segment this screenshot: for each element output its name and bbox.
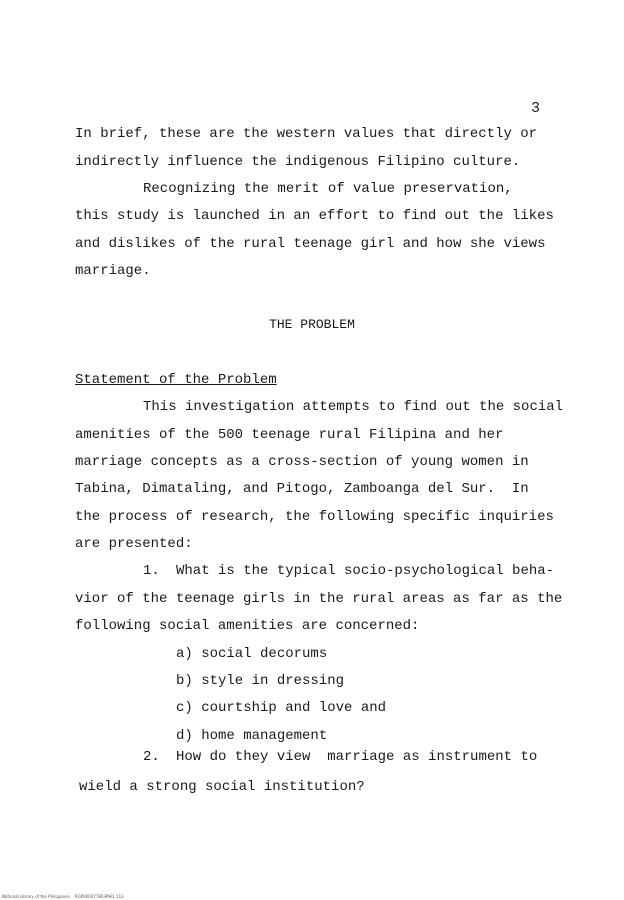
text-line: and dislikes of the rural teenage girl and how she views [75,236,546,252]
list-item: d) home management [176,728,328,744]
text-line: How do they view marriage as instrument to [176,749,538,765]
text-line: amenities of the 500 teenage rural Filipina and her [75,427,504,443]
text-line: Tabina, Dimataling, and Pitogo, Zamboanga del Sur. In [75,481,529,497]
text-line: marriage concepts as a cross-section of young women in [75,454,529,470]
subheading: Statement of the Problem [75,372,277,388]
question-number: 2. [143,749,160,765]
text-line: following social amenities are concerned: [75,618,420,634]
text-line: marriage. [75,263,151,279]
text-line: this study is launched in an effort to find out the likes [75,208,554,224]
text-line: wield a strong social institution? [79,779,365,795]
text-line: the process of research, the following specific inquiries [75,509,554,525]
text-line: vior of the teenage girls in the rural areas as far as the [75,591,563,607]
text-line: What is the typical socio-psychological beha- [176,563,555,579]
text-line: Recognizing the merit of value preservation, [143,181,513,197]
text-line: In brief, these are the western values that directly or [75,126,538,142]
text-line: are presented: [75,536,193,552]
page-number: 3 [531,100,541,117]
footer-text: National Library of the Philippines RGP000077803PHIL 113 [2,894,124,899]
text-line: This investigation attempts to find out the social [143,399,564,415]
list-item: b) style in dressing [176,673,345,689]
question-number: 1. [143,563,160,579]
list-item: c) courtship and love and [176,700,387,716]
section-heading: THE PROBLEM [269,317,355,332]
text-line: indirectly influence the indigenous Filipino culture. [75,154,521,170]
list-item: a) social decorums [176,646,328,662]
